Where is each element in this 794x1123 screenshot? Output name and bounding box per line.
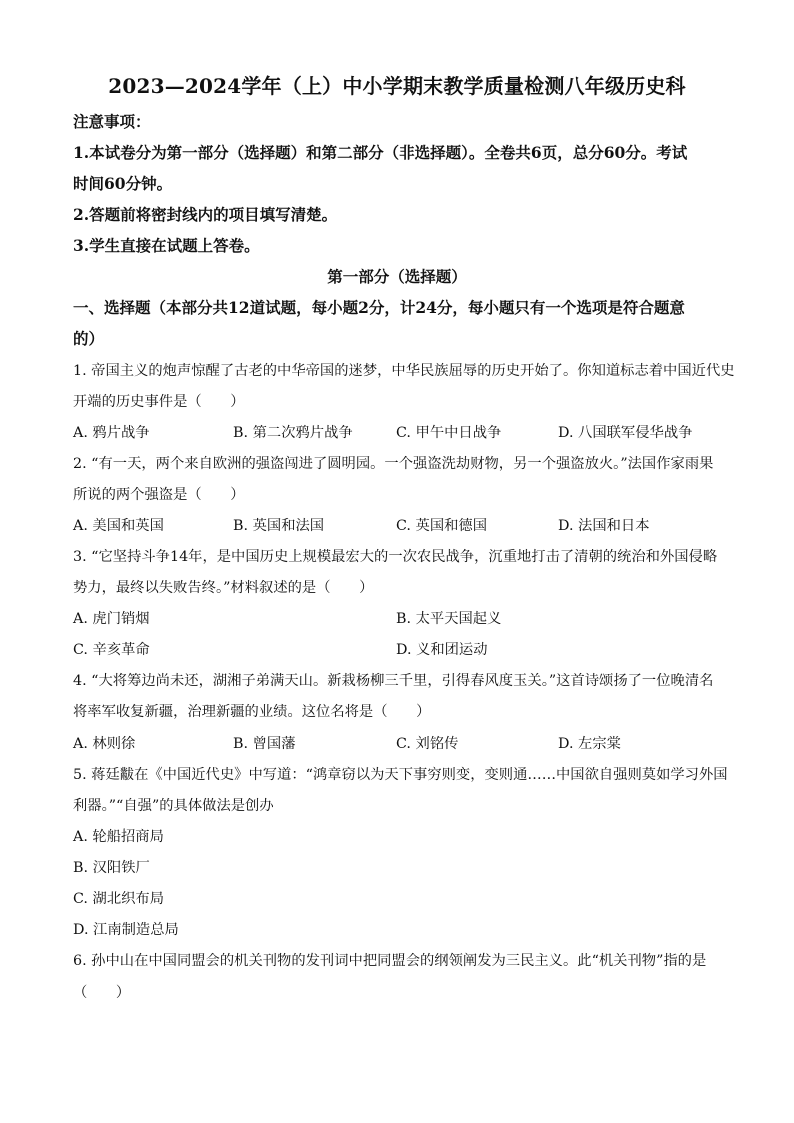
question-4-option-b: B. 曾国藩 <box>233 736 296 752</box>
question-5-stem-cont: 利器。”“自强”的具体做法是创办 <box>73 798 274 814</box>
question-5-option-c: C. 湖北织布局 <box>73 891 165 907</box>
question-4-stem: 4. “大将筹边尚未还，湖湘子弟满天山。新栽杨柳三千里，引得春风度玉关。”这首诗颂扬了一位晚清名 <box>73 673 714 689</box>
question-2-option-d: D. 法国和日本 <box>558 518 650 534</box>
notice-item-2: 2.答题前将密封线内的项目填写清楚。 <box>73 205 338 224</box>
question-2-stem-cont: 所说的两个强盗是（ ） <box>73 487 245 503</box>
question-4-option-d: D. 左宗棠 <box>558 736 621 752</box>
question-2-option-b: B. 英国和法国 <box>233 518 325 534</box>
question-1-option-c: C. 甲午中日战争 <box>396 425 502 441</box>
notice-heading: 注意事项： <box>73 112 151 131</box>
question-1-option-a: A. 鸦片战争 <box>73 425 150 441</box>
question-6-stem-cont: （ ） <box>73 985 131 1001</box>
question-5-option-b: B. 汉阳铁厂 <box>73 860 150 876</box>
question-3-stem: 3. “它坚持斗争14年，是中国历史上规模最宏大的一次农民战争，沉重地打击了清朝的统治和外国侵略 <box>73 549 718 565</box>
question-3-option-c: C. 辛亥革命 <box>73 642 150 658</box>
question-5-option-a: A. 轮船招商局 <box>73 829 164 845</box>
question-4-option-c: C. 刘铭传 <box>396 736 459 752</box>
question-2-option-a: A. 美国和英国 <box>73 518 164 534</box>
question-3-stem-cont: 势力，最终以失败告终。”材料叙述的是（ ） <box>73 580 374 596</box>
question-5-stem: 5. 蒋廷黻在《中国近代史》中写道：“鸿章窃以为天下事穷则变，变则通……中国欲自强则莫如学习外国 <box>73 767 728 783</box>
question-4-option-a: A. 林则徐 <box>73 736 136 752</box>
notice-item-3: 3.学生直接在试题上答卷。 <box>73 236 260 255</box>
question-3-option-b: B. 太平天国起义 <box>396 611 502 627</box>
question-5-option-d: D. 江南制造总局 <box>73 922 179 938</box>
section-heading: 一、选择题（本部分共12道试题，每小题2分，计24分，每小题只有一个选项是符合题意 <box>73 298 685 317</box>
notice-item-1-cont: 时间60分钟。 <box>73 174 173 193</box>
notice-item-1: 1.本试卷分为第一部分（选择题）和第二部分（非选择题）。全卷共6页，总分60分。考试 <box>73 143 688 162</box>
question-3-option-a: A. 虎门销烟 <box>73 611 150 627</box>
question-1-option-d: D. 八国联军侵华战争 <box>558 425 693 441</box>
question-1-stem-cont: 开端的历史事件是（ ） <box>73 394 245 410</box>
question-3-option-d: D. 义和团运动 <box>396 642 488 658</box>
question-6-stem: 6. 孙中山在中国同盟会的机关刊物的发刊词中把同盟会的纲领阐发为三民主义。此“机关刊物”指的是 <box>73 953 707 969</box>
section-heading-cont: 的） <box>73 329 105 348</box>
question-2-option-c: C. 英国和德国 <box>396 518 488 534</box>
question-1-stem: 1. 帝国主义的炮声惊醒了古老的中华帝国的迷梦，中华民族屈辱的历史开始了。你知道标志着中国近代史 <box>73 363 735 379</box>
question-2-stem: 2. “有一天，两个来自欧洲的强盗闯进了圆明园。一个强盗洗劫财物，另一个强盗放火。”法国作家雨果 <box>73 456 714 472</box>
question-4-stem-cont: 将率军收复新疆，治理新疆的业绩。这位名将是（ ） <box>73 704 431 720</box>
part1-heading: 第一部分（选择题） <box>327 267 467 286</box>
question-1-option-b: B. 第二次鸦片战争 <box>233 425 353 441</box>
exam-title: 2023—2024学年（上）中小学期末教学质量检测八年级历史科 <box>108 74 686 98</box>
